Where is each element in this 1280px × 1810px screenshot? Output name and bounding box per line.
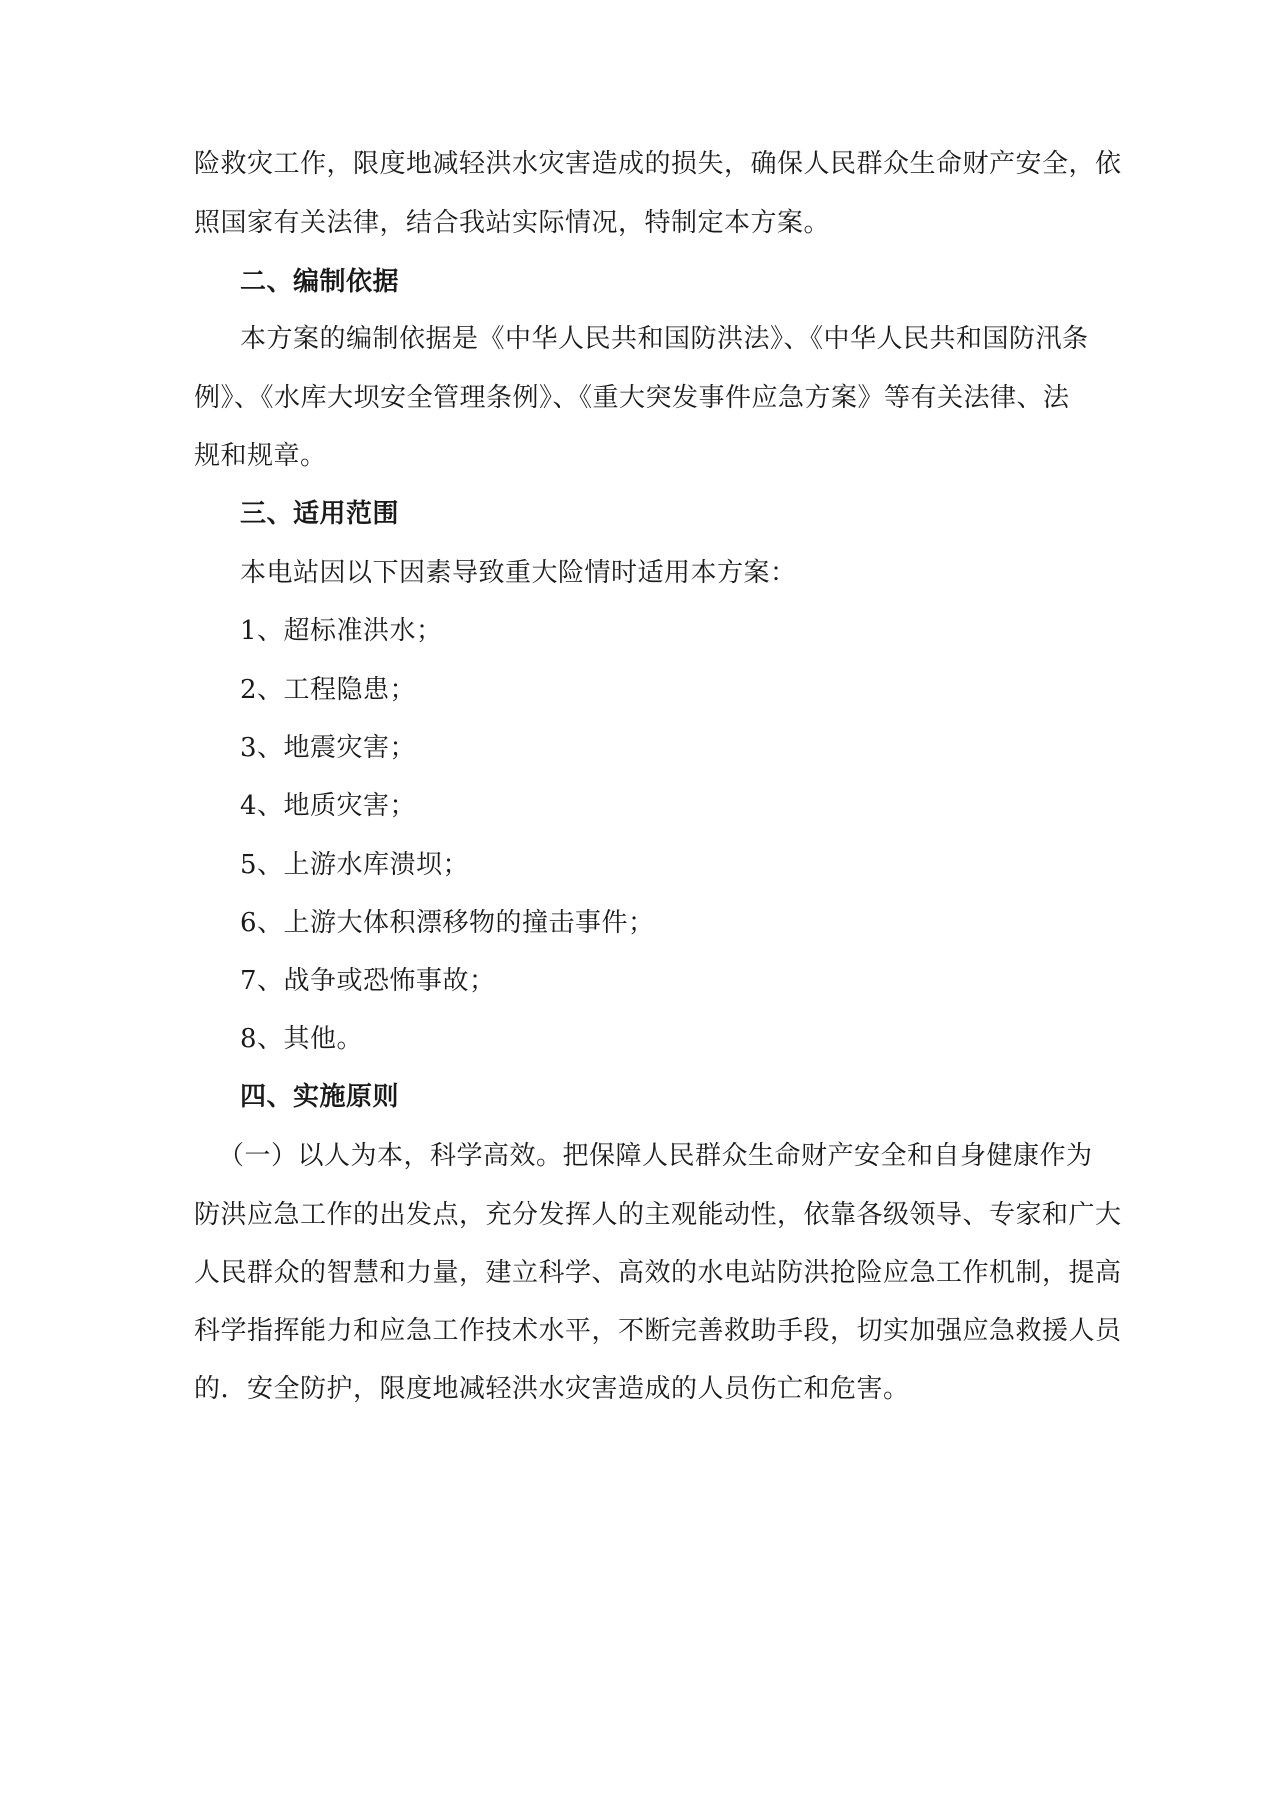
list-item: 1、超标准洪水； [240, 616, 443, 646]
intro-line-2: 照国家有关法律，结合我站实际情况，特制定本方案。 [194, 208, 831, 238]
section-4-para-1-line-3: 人民群众的智慧和力量，建立科学、高效的水电站防洪抢险应急工作机制，提高 [194, 1258, 1122, 1288]
list-item: 5、上游水库溃坝； [240, 850, 470, 880]
section-4-para-1-line-5: 的．安全防护，限度地减轻洪水灾害造成的人员伤亡和危害。 [194, 1374, 910, 1404]
section-3-heading: 三、适用范围 [240, 499, 400, 529]
list-item: 6、上游大体积漂移物的撞击事件； [240, 908, 655, 938]
section-2-line-1: 本方案的编制依据是《中华人民共和国防洪法》、《中华人民共和国防汛条 [240, 324, 1089, 354]
list-item: 4、地质灾害； [240, 791, 417, 821]
list-item: 2、工程隐患； [240, 675, 417, 705]
section-4-para-1-line-4: 科学指挥能力和应急工作技术水平，不断完善救助手段，切实加强应急救援人员 [194, 1316, 1122, 1346]
list-item: 7、战争或恐怖事故； [240, 966, 496, 996]
section-2-line-3: 规和规章。 [194, 441, 327, 471]
list-item: 3、地震灾害； [240, 733, 417, 763]
list-item: 8、其他。 [240, 1024, 364, 1054]
section-4-heading: 四、实施原则 [240, 1082, 400, 1112]
section-4-para-1-line-1: （一）以人为本，科学高效。把保障人民群众生命财产安全和自身健康作为 [218, 1141, 1093, 1171]
section-2-heading: 二、编制依据 [240, 267, 400, 297]
intro-line-1: 险救灾工作，限度地减轻洪水灾害造成的损失，确保人民群众生命财产安全，依 [194, 149, 1122, 179]
section-2-line-2: 例》、《水库大坝安全管理条例》、《重大突发事件应急方案》等有关法律、法 [194, 383, 1070, 413]
section-4-para-1-line-2: 防洪应急工作的出发点，充分发挥人的主观能动性，依靠各级领导、专家和广大 [194, 1200, 1122, 1230]
section-3-intro: 本电站因以下因素导致重大险情时适用本方案： [240, 558, 797, 588]
